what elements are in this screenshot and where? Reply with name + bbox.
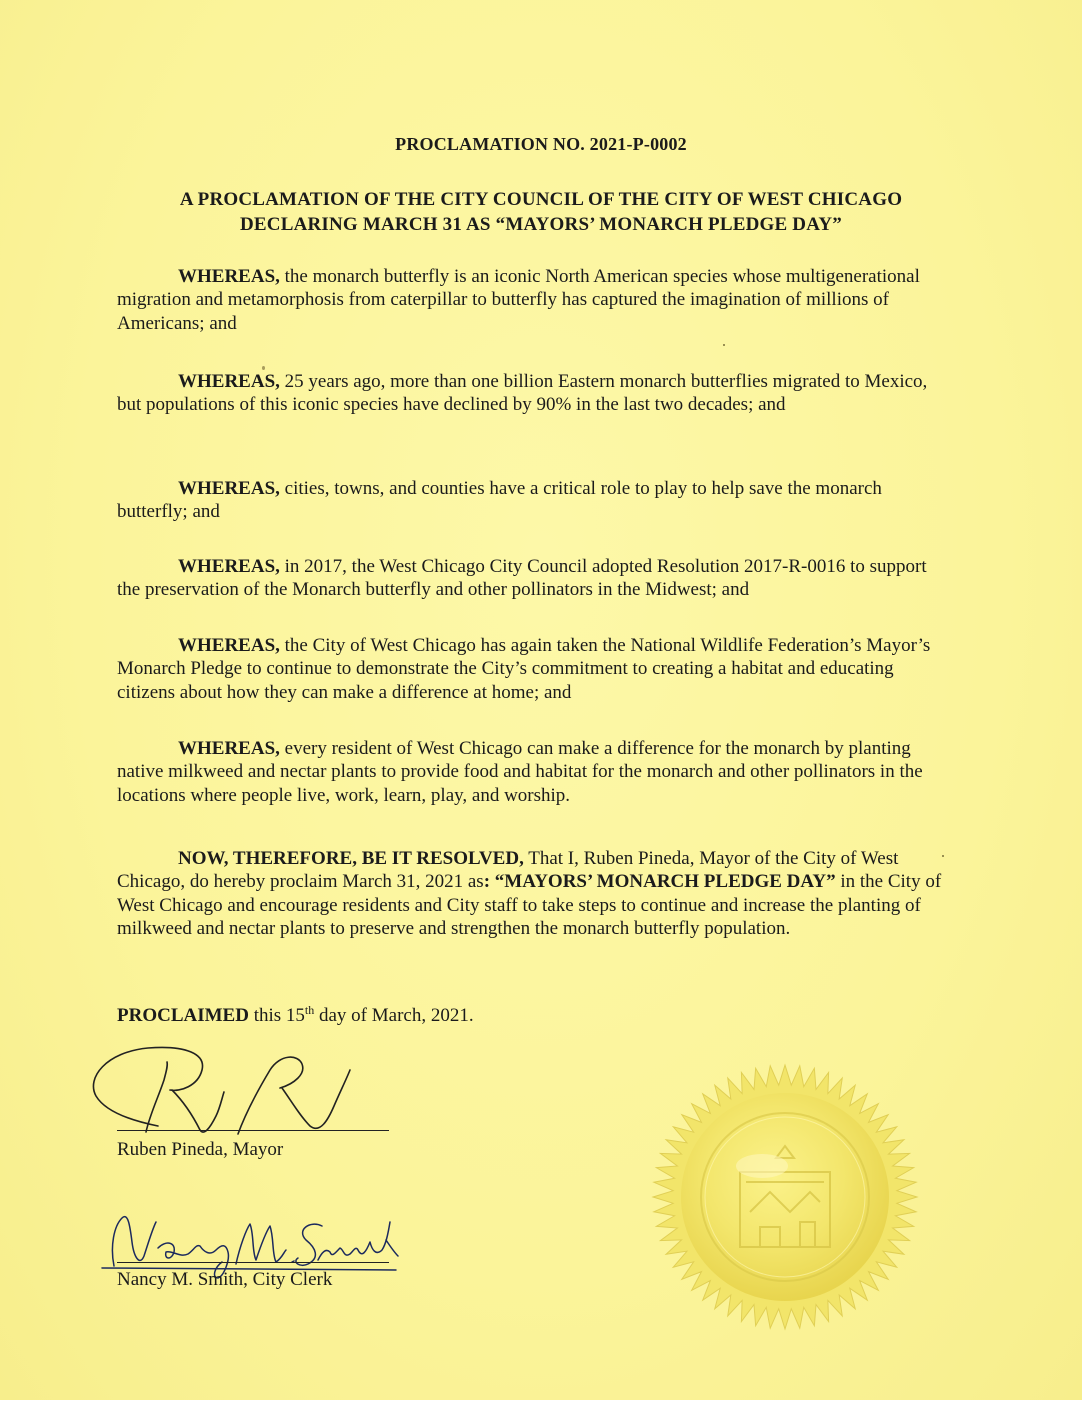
mayor-signature-stroke-3 (238, 1057, 303, 1134)
whereas-lead: WHEREAS, (178, 738, 280, 759)
clerk-signature (100, 1200, 400, 1280)
proclaimed-text: this 15 (248, 1005, 305, 1026)
clerk-signature-m (236, 1224, 286, 1264)
resolution-lead: NOW, THEREFORE, BE IT RESOLVED, (178, 848, 524, 869)
clerk-name-label: Nancy M. Smith, City Clerk (117, 1269, 333, 1290)
mayor-signature-stroke-4 (282, 1070, 350, 1128)
resolution-day-name: : “MAYORS’ MONARCH PLEDGE DAY” (483, 871, 836, 893)
proclamation-number: PROCLAMATION NO. 2021-P-0002 (395, 134, 687, 154)
resolution-text: That I, Ruben Pineda, Mayor of the City of West Chicago, do hereby proclaim March 31, 2021 as (117, 848, 899, 893)
whereas-paragraph-2 (117, 370, 953, 417)
whereas-paragraph-1 (117, 265, 953, 335)
whereas-text: the monarch butterfly is an iconic North American species whose multigenerational migration and metamorphosis from caterpillar to butterfly has captured the imagination of millions of Americans; and (117, 266, 920, 334)
whereas-lead: WHEREAS, (178, 371, 280, 392)
mayor-name-label: Ruben Pineda, Mayor (117, 1139, 284, 1160)
paper-speck (262, 366, 265, 370)
whereas-text: in 2017, the West Chicago City Council adopted Resolution 2017-R-0016 to support the preservation of the Monarch butterfly and other pollinators in the Midwest; and (117, 556, 927, 601)
proclamation-heading-line-1: A PROCLAMATION OF THE CITY COUNCIL OF THE CITY OF WEST CHICAGO (179, 189, 903, 210)
proclaimed-lead: PROCLAIMED (117, 1005, 249, 1026)
whereas-text: every resident of West Chicago can make a difference for the monarch by planting native milkweed and nectar plants to provide food and habitat for the monarch and other pollinators in the locations where people live, work, learn, play, and worship. (117, 738, 923, 806)
whereas-paragraph-6 (117, 737, 953, 807)
whereas-lead: WHEREAS, (178, 478, 280, 499)
proclaimed-ordinal: th (304, 1003, 315, 1017)
mayor-signature-stroke-1 (146, 1062, 167, 1132)
mayor-signature (88, 1040, 363, 1136)
mayor-signature-line (117, 1130, 389, 1131)
whereas-text: cities, towns, and counties have a critical role to play to help save the monarch butterfly; and (117, 478, 882, 523)
proclamation-heading-line-2: DECLARING MARCH 31 AS “MAYORS’ MONARCH PLEDGE DAY” (239, 214, 843, 235)
whereas-paragraph-5 (117, 634, 953, 704)
city-seal-icon (650, 1062, 920, 1332)
resolution-text-end: in the City of West Chicago and encourage residents and City staff to take steps to continue and increase the planting of milkweed and nectar plants to preserve and strengthen the monarch butterfly population. (117, 871, 942, 940)
paper-speck (942, 855, 944, 857)
mayor-signature-loop (93, 1047, 202, 1126)
proclaimed-text-end: day of March, 2021. (314, 1005, 474, 1026)
whereas-lead: WHEREAS, (178, 266, 280, 287)
whereas-lead: WHEREAS, (178, 556, 280, 577)
clerk-signature-mith (318, 1222, 398, 1260)
whereas-paragraph-3 (117, 477, 953, 524)
resolution-paragraph (117, 847, 953, 941)
whereas-text: the City of West Chicago has again taken the National Wildlife Federation’s Mayor’s Monarch Pledge to continue to demonstrate the City’s commitment to creating a habitat and educating citizens about how they can make a difference at home; and (117, 635, 931, 703)
paper-speck (723, 344, 725, 346)
whereas-text: 25 years ago, more than one billion Eastern monarch butterflies migrated to Mexico, but populations of this iconic species have declined by 90% in the last two decades; and (117, 371, 928, 416)
clerk-signature-n (112, 1217, 156, 1266)
mayor-signature-stroke-2 (172, 1090, 224, 1132)
clerk-signature-line (117, 1262, 389, 1263)
proclaimed-date (117, 1004, 474, 1027)
whereas-lead: WHEREAS, (178, 635, 280, 656)
whereas-paragraph-4 (117, 555, 953, 602)
